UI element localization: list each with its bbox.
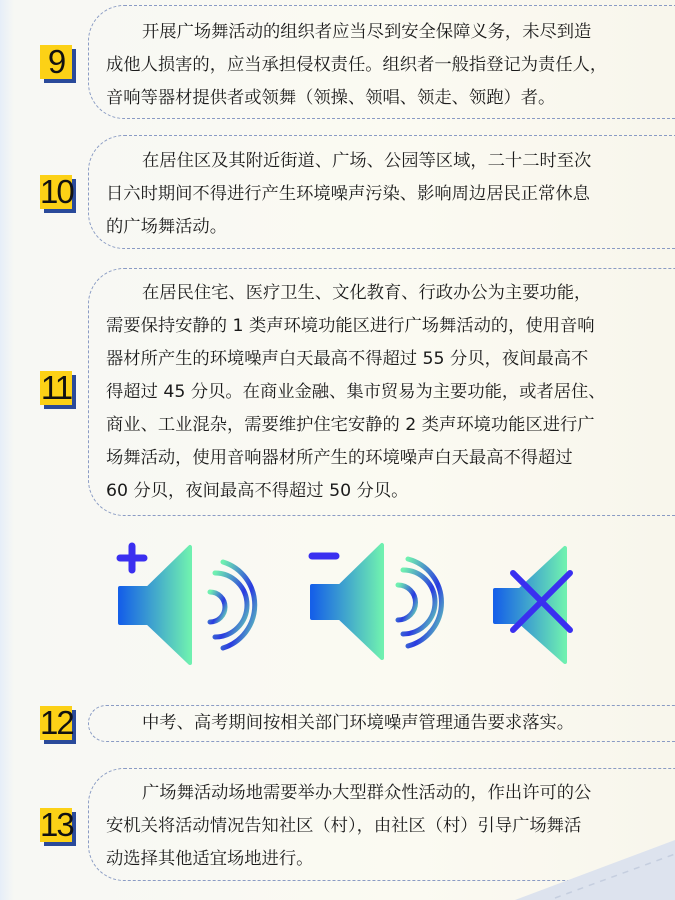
text-line: 在居民住宅、医疗卫生、文化教育、行政办公为主要功能， xyxy=(142,283,592,303)
mute-icon xyxy=(495,548,570,662)
item-number-badge: 11 xyxy=(40,369,72,406)
text-line: 动选择其他适宜场地进行。 xyxy=(106,849,314,869)
text-line: 成他人损害的，应当承担侵权责任。组织者一般指登记为责任人， xyxy=(106,55,608,75)
text-line: 音响等器材提供者或领舞（领操、领唱、领走、领跑）者。 xyxy=(106,88,556,108)
volume-icons xyxy=(90,530,590,680)
text-line: 60 分贝，夜间最高不得超过 50 分贝。 xyxy=(106,481,409,501)
item-number-badge: 10 xyxy=(40,173,73,210)
rule-text xyxy=(106,16,646,115)
road-decoration xyxy=(515,840,675,900)
text-line: 在居住区及其附近街道、广场、公园等区域，二十二时至次 xyxy=(142,151,592,171)
text-line: 商业、工业混杂，需要维护住宅安静的 2 类声环境功能区进行广 xyxy=(106,415,595,435)
rule-card xyxy=(88,135,675,249)
text-line: 中考、高考期间按相关部门环境噪声管理通告要求落实。 xyxy=(142,713,575,733)
text-line: 的广场舞活动。 xyxy=(106,217,227,237)
text-line: 需要保持安静的 1 类声环境功能区进行广场舞活动的，使用音响 xyxy=(106,316,595,336)
text-line: 得超过 45 分贝。在商业金融、集市贸易为主要功能，或者居住、 xyxy=(106,382,606,402)
rule-text xyxy=(106,277,646,508)
text-line: 广场舞活动场地需要举办大型群众性活动的，作出许可的公 xyxy=(142,783,592,803)
item-number-badge: 13 xyxy=(40,806,73,843)
text-line: 器材所产生的环境噪声白天最高不得超过 55 分贝，夜间最高不 xyxy=(106,349,589,369)
item-number-badge: 12 xyxy=(40,704,73,741)
rule-card xyxy=(88,5,675,119)
rule-text xyxy=(106,706,646,740)
rule-card xyxy=(88,268,675,516)
text-line: 场舞活动，使用音响器材所产生的环境噪声白天最高不得超过 xyxy=(106,448,573,468)
item-number-badge: 9 xyxy=(40,45,72,79)
text-line: 安机关将活动情况告知社区（村），由社区（村）引导广场舞活 xyxy=(106,816,582,836)
text-line: 开展广场舞活动的组织者应当尽到安全保障义务，未尽到造 xyxy=(142,22,592,42)
rule-text xyxy=(106,145,646,244)
text-line: 日六时期间不得进行产生环境噪声污染、影响周边居民正常休息 xyxy=(106,184,590,204)
volume-up-icon xyxy=(120,546,255,663)
rule-card xyxy=(88,705,675,742)
volume-down-icon xyxy=(312,545,441,658)
